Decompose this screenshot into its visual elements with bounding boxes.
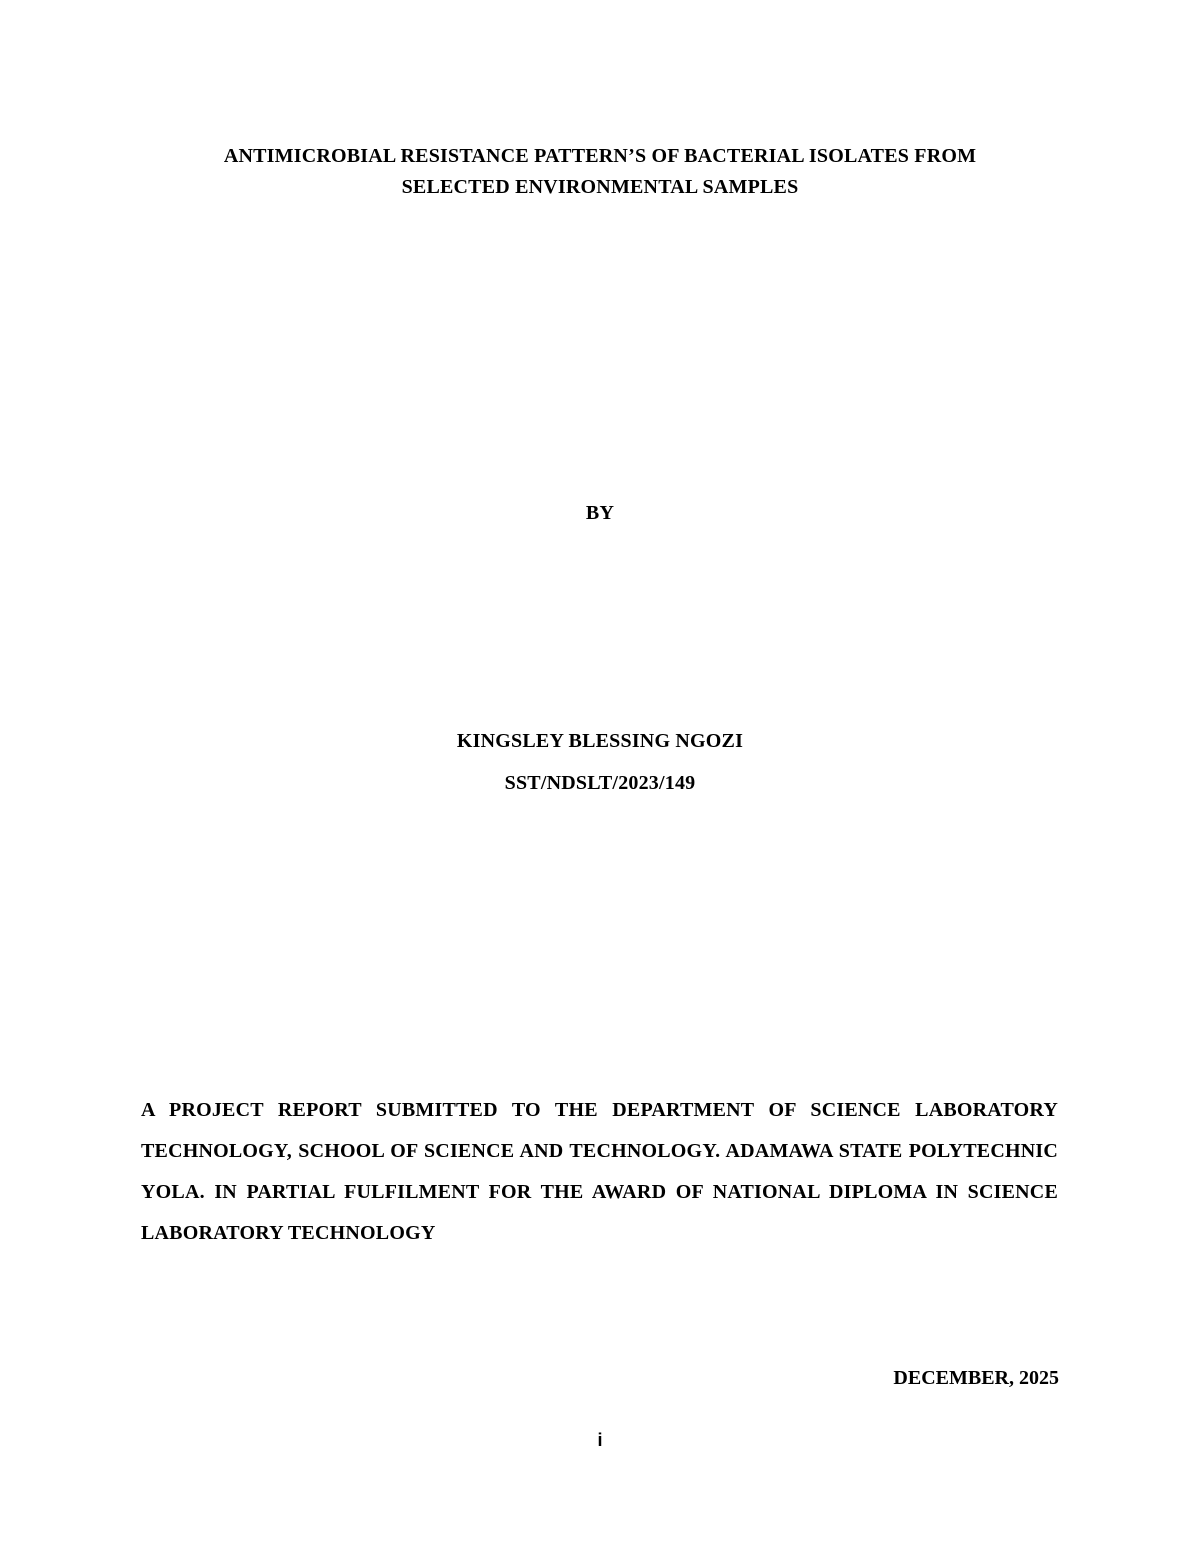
author-block [0,720,1200,804]
author-name: KINGSLEY BLESSING NGOZI [456,730,744,752]
submission-statement: A PROJECT REPORT SUBMITTED TO THE DEPARTMENT OF SCIENCE LABORATORY TECHNOLOGY, SCHOOL OF SCIENCE AND TECHNOLOGY. ADAMAWA STATE POLYTECHNIC YOLA. IN PARTIAL FULFILMENT FOR THE AWARD OF NATIONAL DIPLOMA IN SCIENCE LABORATORY TECHNOLOGY [141,1099,1058,1244]
by-label: BY [585,502,615,524]
title-line-2: SELECTED ENVIRONMENTAL SAMPLES [401,176,799,198]
title-line-1: ANTIMICROBIAL RESISTANCE PATTERN’S OF BACTERIAL ISOLATES FROM [223,145,977,167]
registration-number: SST/NDSLT/2023/149 [504,772,696,794]
page-number: i [597,1430,603,1450]
document-title [0,141,1200,203]
submission-date: DECEMBER, 2025 [893,1367,1059,1389]
